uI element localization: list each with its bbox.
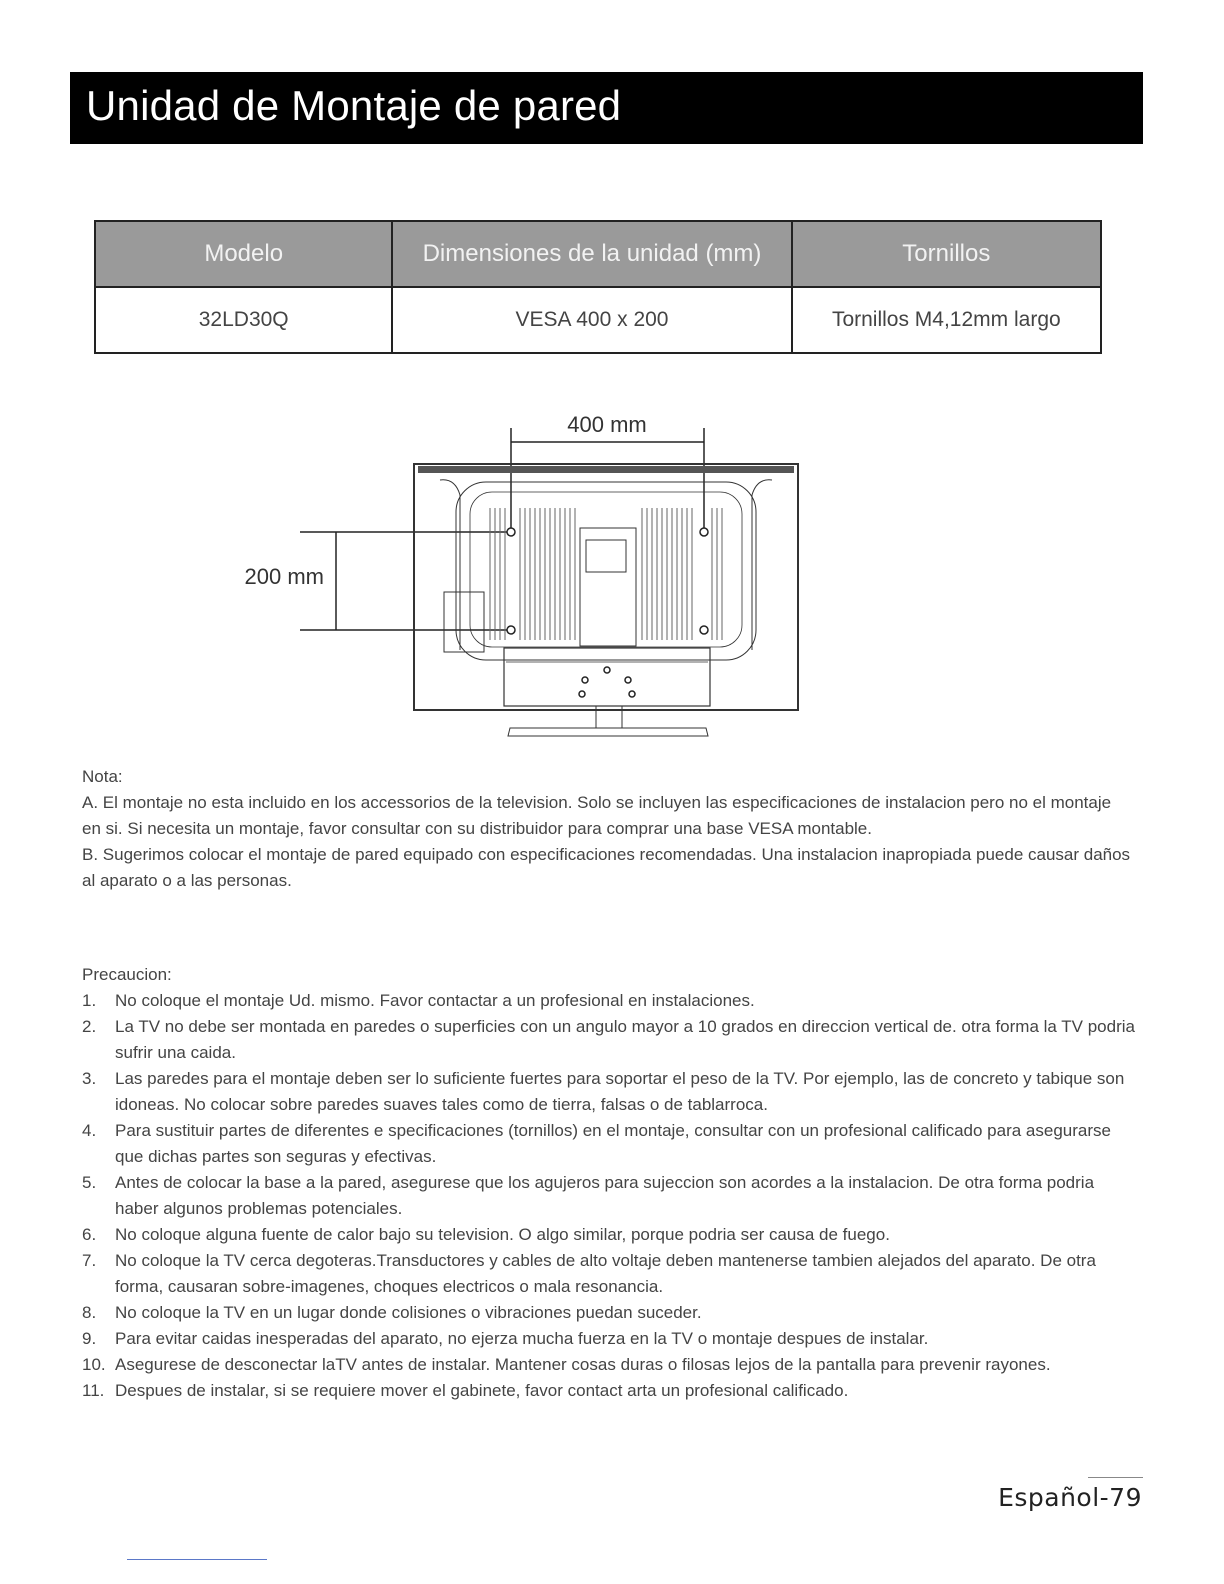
- list-text: Para evitar caidas inesperadas del aparato, no ejerza mucha fuerza en la TV o montaje despues de instalar.: [115, 1329, 929, 1348]
- height-label: 200 mm: [244, 564, 324, 589]
- cell-model: 32LD30Q: [95, 287, 392, 353]
- list-number: 8.: [82, 1303, 97, 1322]
- list-item: [82, 1222, 1142, 1248]
- title-bar: [70, 72, 1143, 144]
- table-header-row: [95, 221, 1101, 287]
- tv-rear-diagram: [200, 400, 820, 745]
- list-item: [82, 1014, 1142, 1066]
- header-dimensions: Dimensiones de la unidad (mm): [392, 221, 791, 287]
- list-number: 3.: [82, 1069, 97, 1088]
- list-number: 9.: [82, 1329, 97, 1348]
- header-model: Modelo: [95, 221, 392, 287]
- list-item: [82, 1170, 1142, 1222]
- list-item: [82, 1248, 1142, 1300]
- bottom-link-line: [127, 1559, 267, 1560]
- list-item: [82, 1378, 1142, 1404]
- cell-dimensions: VESA 400 x 200: [392, 287, 791, 353]
- spec-table: [94, 220, 1102, 354]
- table-row: [95, 287, 1101, 353]
- list-number: 1.: [82, 991, 97, 1010]
- mounting-holes: [507, 528, 708, 697]
- tv-body: [414, 464, 798, 736]
- note-item: B. Sugerimos colocar el montaje de pared equipado con especificaciones recomendadas. Una instalacion inapropiada puede causar daños al aparato o a las personas.: [82, 845, 1131, 890]
- list-number: 4.: [82, 1121, 97, 1140]
- list-number: 11.: [82, 1381, 105, 1400]
- list-text: La TV no debe ser montada en paredes o superficies con un angulo mayor a 10 grados en direccion vertical de. otra forma la TV podria sufrir una caida.: [115, 1017, 1135, 1062]
- list-item: [82, 1352, 1142, 1378]
- width-label: 400 mm: [567, 412, 647, 437]
- list-item: [82, 1066, 1142, 1118]
- list-item: [82, 1326, 1142, 1352]
- list-text: No coloque alguna fuente de calor bajo su television. O algo similar, porque podria ser causa de fuego.: [115, 1225, 890, 1244]
- notes-heading: Nota:: [82, 767, 123, 786]
- caution-list: [82, 988, 1142, 1404]
- list-number: 7.: [82, 1251, 97, 1270]
- list-item: [82, 1300, 1142, 1326]
- list-text: No coloque la TV en un lugar donde colisiones o vibraciones puedan suceder.: [115, 1303, 702, 1322]
- header-screws: Tornillos: [792, 221, 1101, 287]
- caution-heading: Precaucion:: [82, 965, 172, 984]
- list-item: [82, 1118, 1142, 1170]
- list-number: 6.: [82, 1225, 97, 1244]
- list-text: Las paredes para el montaje deben ser lo suficiente fuertes para soportar el peso de la TV. Por ejemplo, las de concreto y tabique son idoneas. No colocar sobre paredes suaves tales como de tierra, falsas o de tablarroca.: [115, 1069, 1125, 1114]
- list-item: [82, 988, 1142, 1014]
- footer-rule: [1088, 1477, 1143, 1478]
- list-number: 5.: [82, 1173, 97, 1192]
- notes-section: [82, 764, 1132, 894]
- note-item: A. El montaje no esta incluido en los accessorios de la television. Solo se incluyen las especificaciones de instalacion pero no el montaje en si. Si necesita un montaje, favor consultar con su distribuidor para comprar una base VESA montable.: [82, 793, 1112, 838]
- list-text: No coloque el montaje Ud. mismo. Favor contactar a un profesional en instalaciones.: [115, 991, 755, 1010]
- page-title: Unidad de Montaje de pared: [86, 82, 622, 129]
- cell-screws: Tornillos M4,12mm largo: [792, 287, 1101, 353]
- list-text: No coloque la TV cerca degoteras.Transductores y cables de alto voltaje deben mantenerse tambien alejados del aparato. De otra forma, causaran sobre-imagenes, choques electricos o mala resonancia.: [115, 1251, 1096, 1296]
- page-number: Español-79: [998, 1483, 1142, 1512]
- list-text: Antes de colocar la base a la pared, asegurese que los agujeros para sujeccion son acordes a la instalacion. De otra forma podria haber algunos problemas potenciales.: [115, 1173, 1095, 1218]
- list-number: 10.: [82, 1355, 106, 1374]
- list-text: Despues de instalar, si se requiere mover el gabinete, favor contact arta un profesional calificado.: [115, 1381, 849, 1400]
- list-number: 2.: [82, 1017, 97, 1036]
- caution-section: [82, 962, 1142, 1404]
- list-text: Asegurese de desconectar laTV antes de instalar. Mantener cosas duras o filosas lejos de la pantalla para prevenir rayones.: [115, 1355, 1051, 1374]
- list-text: Para sustituir partes de diferentes e specificaciones (tornillos) en el montaje, consultar con un profesional calificado para asegurarse que dichas partes son seguras y efectivas.: [115, 1121, 1111, 1166]
